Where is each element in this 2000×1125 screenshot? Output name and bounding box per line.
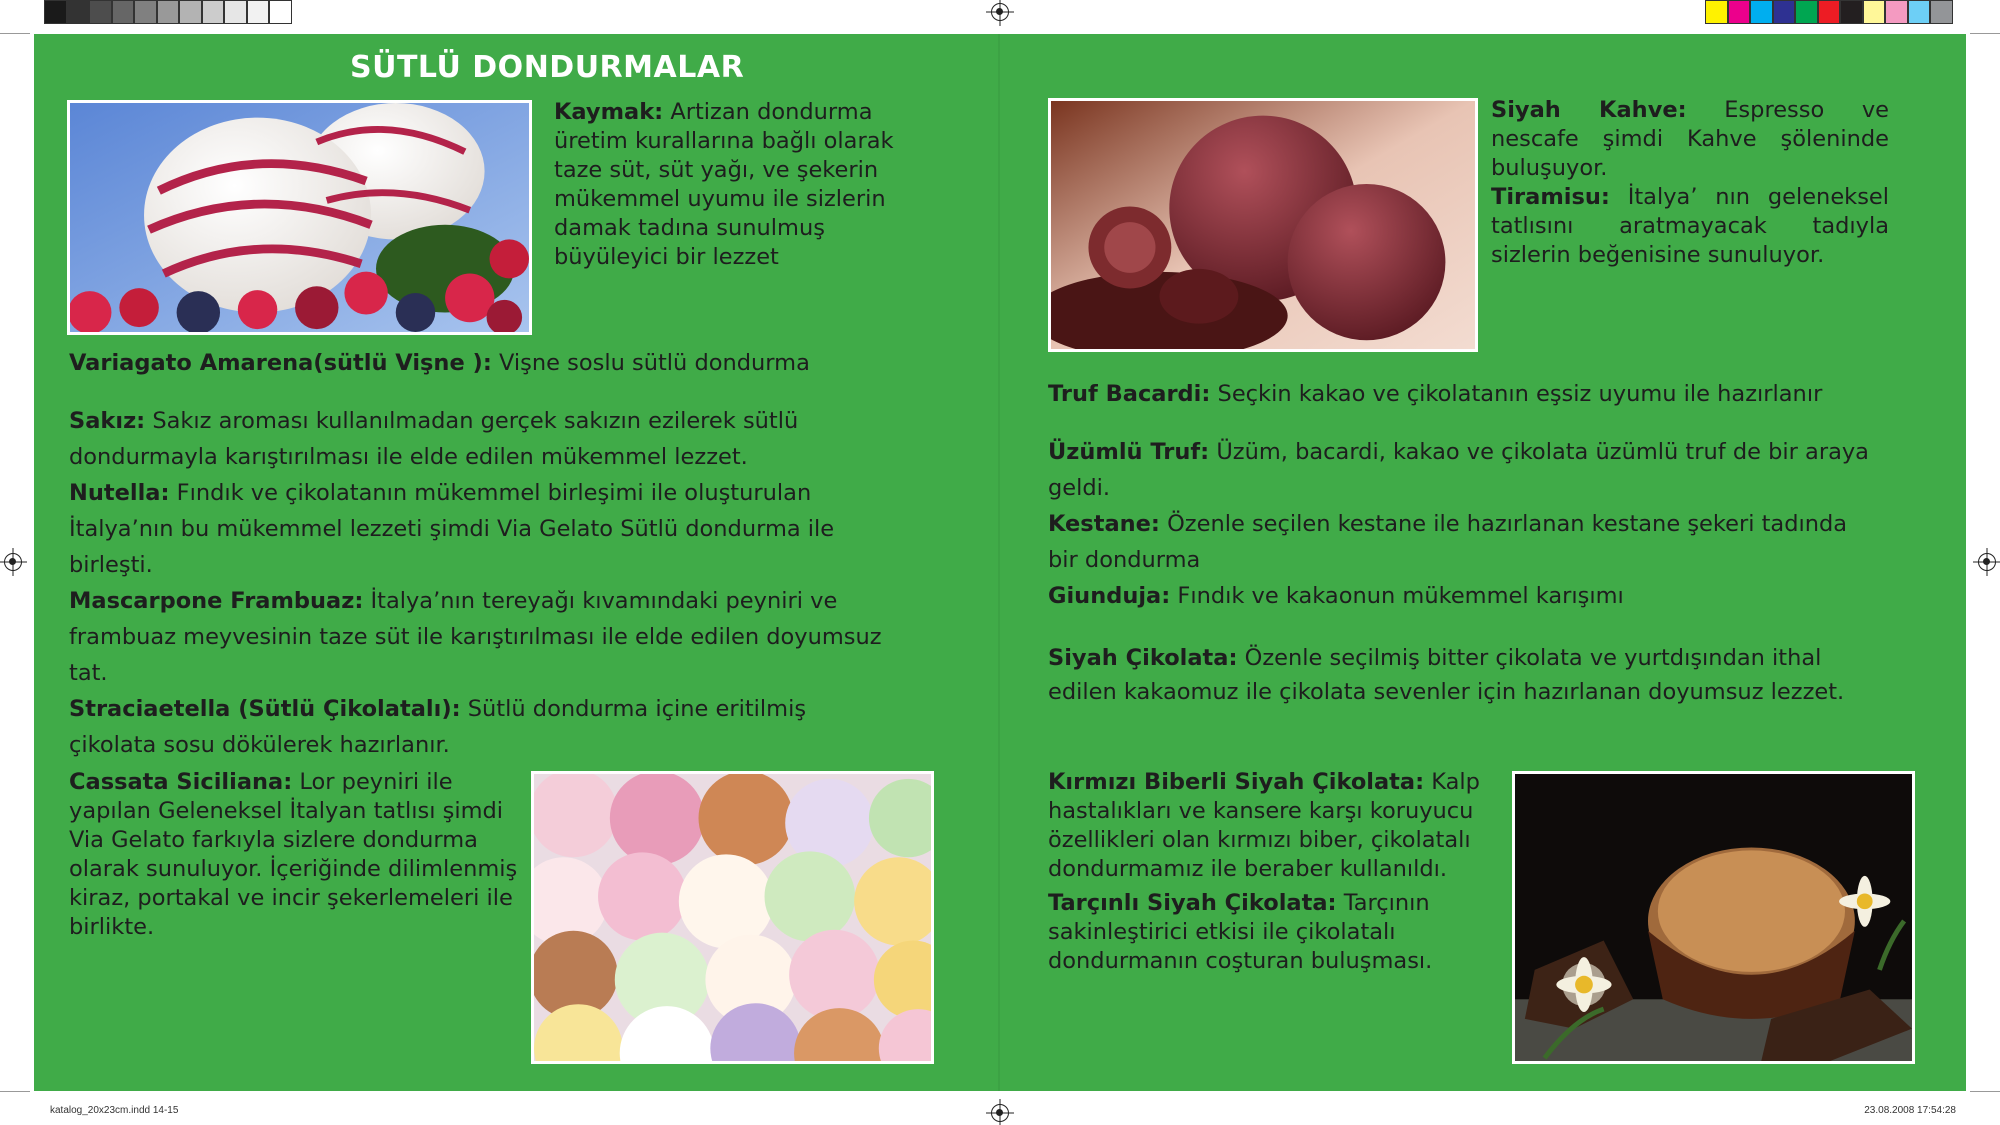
flavor-siyah-kahve [1491,96,1889,183]
flavor-description: Vişne soslu sütlü dondurma [498,350,810,376]
flavor-uzumlu-truf [1048,434,1878,506]
color-swatch [1840,0,1863,24]
flavor-tarcinli [1048,889,1488,976]
flavor-description: Fındık ve çikolatanın mükemmel birleşimi ile oluşturulan İtalya’nın bu mükemmel lezzeti şimdi Via Gelato Sütlü dondurma ile birleşti. [69,480,835,578]
gray-swatch [112,0,135,24]
flavor-kaymak [554,98,939,272]
flavor-description: İtalya’nın tereyağı kıvamındaki peyniri ve frambuaz meyvesinin taze süt ile karıştırılması ile elde edilen doyumsuz tat. [69,588,882,686]
flavor-straciatella [69,691,899,763]
color-swatch [1863,0,1886,24]
flavor-kestane [1048,506,1878,578]
color-swatch [1750,0,1773,24]
process-color-bar [1705,0,1953,24]
crop-mark [0,1091,30,1092]
color-swatch [1728,0,1751,24]
page-fold [998,34,1000,1091]
kaymak-ice-cream-photo [67,100,532,335]
footer-file-name: katalog_20x23cm.indd 14-15 [50,1105,179,1116]
gray-swatch [269,0,292,24]
flavor-description: Üzüm, bacardi, kakao ve çikolata üzümlü truf de bir araya geldi. [1048,439,1869,501]
flavor-cassata [69,768,524,942]
color-swatch [1930,0,1953,24]
gray-swatch [157,0,180,24]
flavor-description: Lor peyniri ile yapılan Geleneksel İtalyan tatlısı şimdi Via Gelato farkıyla sizlere dondurma olarak sunuluyor. İçeriğinde dilimlenmiş kiraz, portakal ve incir şekerlemeleri ile birlikte. [69,769,518,940]
flavor-name: Tarçınlı Siyah Çikolata: [1048,890,1337,916]
flavor-nutella [69,475,899,583]
assorted-scoops-photo [531,771,934,1064]
flavor-description: Özenle seçilen kestane ile hazırlanan kestane şekeri tadında bir dondurma [1048,511,1848,573]
flavor-name: Tiramisu: [1491,184,1610,210]
registration-mark-top [991,3,1009,21]
gray-swatch [89,0,112,24]
flavor-siyah-cikolata [1048,641,1888,709]
gray-swatch [202,0,225,24]
crop-mark [0,33,30,34]
flavor-name: Truf Bacardi: [1048,381,1211,407]
gray-swatch [67,0,90,24]
crop-mark [1970,33,2000,34]
flavor-name: Kaymak: [554,99,664,125]
flavor-name: Siyah Kahve: [1491,97,1687,123]
chili-chocolate-flavors [1048,768,1488,976]
color-swatch [1885,0,1908,24]
flavor-tiramisu [1491,183,1889,270]
gray-swatch [247,0,270,24]
flavor-name: Kırmızı Biberli Siyah Çikolata: [1048,769,1425,795]
page-title: SÜTLÜ DONDURMALAR [350,50,745,85]
flavor-list-right [1048,434,1878,614]
flavor-sakiz [69,403,899,475]
flavor-giunduja [1048,578,1878,614]
flavor-variagato [69,345,929,381]
flavor-description: Kalp hastalıkları ve kansere karşı koruyucu özellikleri olan kırmızı biber, çikolatalı dondurmamız ile beraber kullanıldı. [1048,769,1480,882]
flavor-description: Sütlü dondurma içine eritilmiş çikolata sosu dökülerek hazırlanır. [69,696,807,758]
chocolate-ice-cream-photo [1048,98,1478,352]
flavor-description: Tarçının sakinleştirici etkisi ile çikolatalı dondurmanın coşturan buluşması. [1048,890,1433,974]
flavor-description: İtalya’ nın geleneksel tatlısını aratmayacak tadıyla sizlerin beğenisine sunuluyor. [1491,184,1890,268]
gray-color-bar [44,0,292,24]
color-swatch [1908,0,1931,24]
flavor-name: Cassata Siciliana: [69,769,293,795]
coffee-flavors [1491,96,1889,270]
flavor-list-left [69,403,899,763]
flavor-description: Fındık ve kakaonun mükemmel karışımı [1177,583,1624,609]
color-swatch [1773,0,1796,24]
flavor-name: Variagato Amarena(sütlü Vişne ): [69,350,492,376]
crop-mark [1970,1091,2000,1092]
registration-mark-left [4,553,22,571]
gray-swatch [179,0,202,24]
footer-timestamp: 23.08.2008 17:54:28 [1864,1105,1956,1116]
flavor-mascarpone [69,583,899,691]
gray-swatch [134,0,157,24]
flavor-name: Straciaetella (Sütlü Çikolatalı): [69,696,461,722]
flavor-name: Mascarpone Frambuaz: [69,588,364,614]
gray-swatch [224,0,247,24]
flavor-truf-bacardi [1048,376,1898,412]
chocolate-cup-photo [1512,771,1915,1064]
flavor-name: Sakız: [69,408,146,434]
flavor-description: Espresso ve nescafe şimdi Kahve şöleninde buluşuyor. [1491,97,1889,181]
flavor-name: Siyah Çikolata: [1048,645,1238,671]
registration-mark-right [1978,553,1996,571]
flavor-name: Nutella: [69,480,170,506]
color-swatch [1818,0,1841,24]
flavor-name: Kestane: [1048,511,1160,537]
flavor-description: Artizan dondurma üretim kurallarına bağlı olarak taze süt, süt yağı, ve şekerin mükemmel uyumu ile sizlerin damak tadına sunulmuş büyüleyici bir lezzet [554,99,894,270]
flavor-kirmizi-biberli [1048,768,1488,884]
registration-mark-bottom [991,1104,1009,1122]
flavor-description: Özenle seçilmiş bitter çikolata ve yurtdışından ithal edilen kakaomuz ile çikolata sevenler için hazırlanan doyumsuz lezzet. [1048,645,1845,705]
color-swatch [1795,0,1818,24]
color-swatch [1705,0,1728,24]
flavor-name: Üzümlü Truf: [1048,439,1210,465]
gray-swatch [44,0,67,24]
flavor-description: Seçkin kakao ve çikolatanın eşsiz uyumu ile hazırlanır [1217,381,1823,407]
flavor-name: Giunduja: [1048,583,1171,609]
flavor-description: Sakız aroması kullanılmadan gerçek sakızın ezilerek sütlü dondurmayla karıştırılması ile elde edilen mükemmel lezzet. [69,408,799,470]
